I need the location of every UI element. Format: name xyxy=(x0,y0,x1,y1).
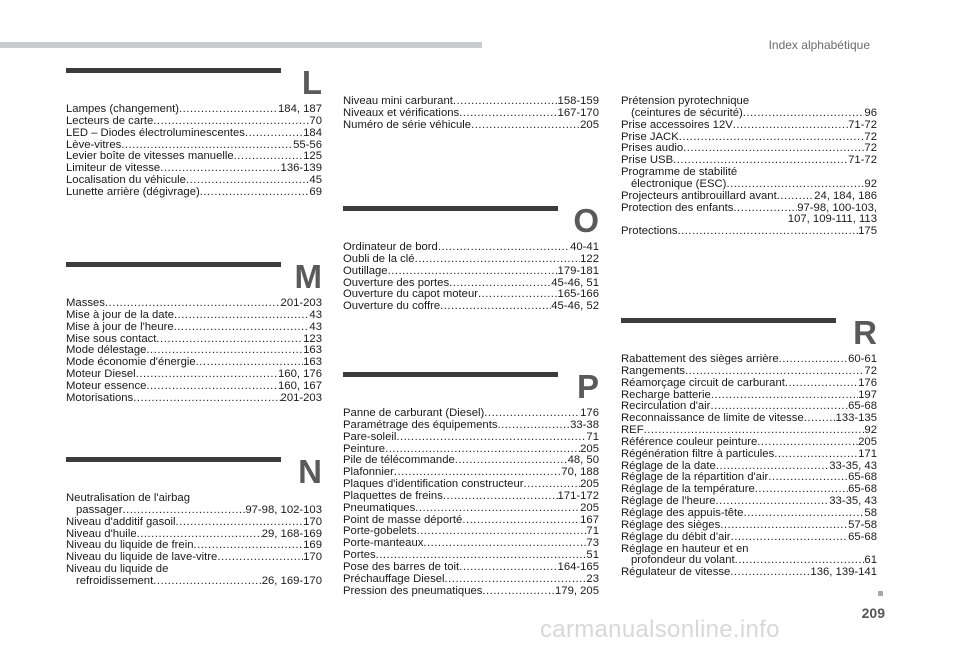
entry-pages: 96 xyxy=(864,106,877,119)
entry-pages: 72 xyxy=(864,364,877,377)
entry-term: Mise sous contact xyxy=(66,332,157,345)
entry-pages: 45-46, 51 xyxy=(551,276,599,289)
index-entry xyxy=(343,586,599,598)
entry-term: Rangements xyxy=(621,364,686,377)
entry-list xyxy=(343,96,599,132)
entry-term: LED – Diodes électroluminescentes xyxy=(66,126,245,139)
dot-leader xyxy=(176,517,304,529)
entry-term: Prise JACK xyxy=(621,130,679,143)
dot-leader xyxy=(423,538,586,550)
entry-pages: 164-165 xyxy=(557,560,599,573)
entry-pages: 26, 169-170 xyxy=(261,574,322,587)
entry-pages: 58 xyxy=(864,506,877,519)
entry-term: Ouverture du capot moteur xyxy=(343,288,479,301)
entry-pages: 65-68 xyxy=(848,530,877,543)
section-letter: R xyxy=(853,314,877,351)
dot-leader xyxy=(462,515,580,527)
entry-pages: 160, 176 xyxy=(278,368,322,381)
dot-leader xyxy=(730,567,810,579)
index-entry xyxy=(621,437,877,449)
entry-term: profondeur du volant xyxy=(631,554,735,567)
index-entry xyxy=(621,449,877,461)
entry-term: Rabattement des sièges arrière xyxy=(621,353,779,365)
entry-pages: 43 xyxy=(309,308,322,321)
entry-term: refroidissement xyxy=(76,574,154,587)
entry-pages: 205 xyxy=(858,435,877,448)
entry-pages: 133-135 xyxy=(835,412,877,425)
section-bar xyxy=(66,457,281,462)
entry-pages: 29, 168-169 xyxy=(261,527,322,540)
entry-term: Régénération filtre à particules xyxy=(621,447,775,460)
index-entry xyxy=(66,310,322,322)
entry-pages: 97-98, 100-103, xyxy=(797,201,877,214)
entry-pages: 33-38 xyxy=(570,418,599,431)
entry-pages: 175 xyxy=(858,225,877,238)
entry-pages: 167 xyxy=(580,513,599,526)
entry-term: Pneumatiques xyxy=(343,501,416,514)
dot-leader xyxy=(217,552,303,564)
index-entry xyxy=(343,420,599,432)
entry-pages: 70, 188 xyxy=(561,466,599,479)
entry-pages: 205 xyxy=(580,501,599,514)
entry-pages: 136-139 xyxy=(280,162,322,175)
entry-term: Ordinateur de bord xyxy=(343,241,438,253)
entry-pages: 72 xyxy=(864,130,877,143)
entry-pages: 205 xyxy=(580,478,599,491)
entry-term: Recirculation d'air xyxy=(621,400,711,413)
entry-pages: 71 xyxy=(586,430,599,443)
entry-term: Masses xyxy=(66,297,105,309)
dot-leader xyxy=(720,520,848,532)
dot-leader xyxy=(200,187,310,199)
dot-leader xyxy=(388,266,558,278)
index-entry xyxy=(343,254,599,266)
entry-term: Recharge batterie xyxy=(621,388,711,401)
entry-pages: 176 xyxy=(580,407,599,419)
entry-term: Niveau mini carburant xyxy=(343,95,453,107)
dot-leader xyxy=(440,301,551,313)
entry-pages: 33-35, 43 xyxy=(829,459,877,472)
entry-term: Réglage de l'heure xyxy=(621,495,716,508)
entry-term: Prises audio xyxy=(621,142,684,155)
entry-term: Réglage en hauteur et en xyxy=(621,542,749,555)
dot-leader xyxy=(683,143,864,155)
entry-term: REF xyxy=(621,424,644,437)
entry-pages: 184, 187 xyxy=(278,103,322,115)
dot-leader xyxy=(156,334,303,346)
entry-pages: 70 xyxy=(309,114,322,127)
dot-leader xyxy=(484,408,580,420)
dot-leader xyxy=(133,393,280,405)
entry-pages: 61 xyxy=(864,554,877,567)
index-entry xyxy=(66,128,322,140)
entry-term: Mode économie d'énergie xyxy=(66,356,196,369)
entry-term: Prétension pyrotechnique xyxy=(621,95,750,107)
entry-list xyxy=(66,493,322,588)
dot-leader xyxy=(459,562,557,574)
entry-term: Réglage des appuis-tête xyxy=(621,506,744,519)
entry-term: Plaques d'identification constructeur xyxy=(343,478,524,491)
section-bar xyxy=(343,206,558,211)
index-entry xyxy=(343,574,599,586)
entry-pages: 71-72 xyxy=(848,154,877,167)
dot-leader xyxy=(685,366,864,378)
entry-term: Motorisations xyxy=(66,391,134,404)
entry-pages: 171 xyxy=(858,447,877,460)
entry-pages: 179, 205 xyxy=(555,584,599,597)
dot-leader xyxy=(438,242,570,254)
section-bar xyxy=(343,372,558,377)
entry-pages: 73 xyxy=(586,537,599,550)
section-L xyxy=(66,64,322,199)
entry-pages: 176 xyxy=(858,376,877,389)
dot-leader xyxy=(174,310,309,322)
entry-term: Réglage de la répartition d'air xyxy=(621,471,769,484)
entry-pages: 205 xyxy=(580,118,599,131)
index-entry xyxy=(621,567,877,579)
entry-pages: 45 xyxy=(309,174,322,187)
index-entry xyxy=(621,413,877,425)
page-marker xyxy=(878,591,883,596)
entry-pages: 71-72 xyxy=(848,118,877,131)
dot-leader xyxy=(153,116,309,128)
index-entry xyxy=(343,266,599,278)
dot-leader xyxy=(777,191,814,203)
dot-leader xyxy=(174,322,310,334)
entry-term: Neutralisation de l'airbag xyxy=(66,492,190,504)
entry-term: Niveaux et vérifications xyxy=(343,106,460,119)
footer-watermark: carmanualsonline.info xyxy=(540,616,780,643)
dot-leader xyxy=(804,413,836,425)
entry-term: Niveau d'additif gasoil xyxy=(66,515,176,528)
entry-pages: 72 xyxy=(864,142,877,155)
entry-term: Lève-vitres xyxy=(66,138,122,151)
entry-term: Porte-gobelets xyxy=(343,525,417,538)
dot-leader xyxy=(122,505,245,517)
dot-leader xyxy=(396,432,586,444)
index-entry xyxy=(621,120,877,132)
entry-pages: 165-166 xyxy=(557,288,599,301)
entry-term: Pare-soleil xyxy=(343,430,397,443)
entry-term: Mode délestage xyxy=(66,344,147,357)
index-entry xyxy=(66,393,322,405)
top-decorative-bar xyxy=(0,42,482,48)
index-entry xyxy=(66,116,322,128)
entry-list xyxy=(66,298,322,405)
entry-term: Projecteurs antibrouillard avant xyxy=(621,189,777,202)
dot-leader xyxy=(482,586,555,598)
entry-term: Régulateur de vitesse xyxy=(621,566,731,579)
index-entry xyxy=(621,520,877,532)
entry-pages: 69 xyxy=(309,185,322,198)
entry-pages: 163 xyxy=(303,356,322,369)
entry-term: Reconnaissance de limite de vitesse xyxy=(621,412,804,425)
dot-leader xyxy=(415,503,580,515)
entry-list xyxy=(621,96,877,238)
entry-term: Plafonnier xyxy=(343,466,394,479)
dot-leader xyxy=(478,289,558,301)
dot-leader xyxy=(757,437,858,449)
entry-term: Numéro de série véhicule xyxy=(343,118,472,131)
index-entry xyxy=(621,378,877,390)
dot-leader xyxy=(453,96,558,108)
entry-pages: 179-181 xyxy=(557,264,599,277)
entry-pages: 170 xyxy=(303,551,322,564)
entry-term: Plaquettes de freins xyxy=(343,489,443,502)
entry-term: Porte-manteaux xyxy=(343,537,424,550)
dot-leader xyxy=(416,526,586,538)
entry-term: Niveau d'huile xyxy=(66,527,137,540)
entry-pages: 97-98, 102-103 xyxy=(245,503,322,516)
dot-leader xyxy=(186,175,309,187)
dot-leader xyxy=(445,574,587,586)
entry-term: Niveau du liquide de frein xyxy=(66,539,194,552)
entry-pages: 33-35, 43 xyxy=(829,495,877,508)
index-entry xyxy=(343,491,599,503)
entry-list xyxy=(621,354,877,579)
entry-pages: 158-159 xyxy=(557,95,599,107)
entry-term: Mise à jour de l'heure xyxy=(66,320,174,333)
section-letter: N xyxy=(298,453,322,490)
entry-pages: 167-170 xyxy=(557,106,599,119)
entry-list xyxy=(343,242,599,313)
entry-pages: 48, 50 xyxy=(567,454,599,467)
index-entry xyxy=(66,381,322,393)
entry-list xyxy=(66,104,322,199)
index-entry xyxy=(343,503,599,515)
entry-term: Oubli de la clé xyxy=(343,252,415,265)
section-letter: L xyxy=(301,64,322,101)
page-header: Index alphabétique xyxy=(768,38,870,52)
index-entry xyxy=(621,191,877,203)
index-entry xyxy=(621,366,877,378)
section-N xyxy=(66,453,322,588)
entry-pages: 55-56 xyxy=(293,138,322,151)
dot-leader xyxy=(743,508,864,520)
dot-leader xyxy=(459,108,557,120)
section-R xyxy=(621,314,877,579)
entry-pages: 171-172 xyxy=(557,489,599,502)
index-entry xyxy=(343,432,599,444)
dot-leader xyxy=(743,108,865,120)
entry-term: Niveau du liquide de xyxy=(66,563,169,576)
entry-pages: 169 xyxy=(303,539,322,552)
entry-pages: 201-203 xyxy=(280,297,322,309)
entry-term: Réamorçage circuit de carburant xyxy=(621,376,785,389)
entry-pages: 60-61 xyxy=(848,353,877,365)
entry-term: Protection des enfants xyxy=(621,201,734,214)
entry-pages: 65-68 xyxy=(848,483,877,496)
page-number: 209 xyxy=(861,605,885,621)
entry-term: Réglage du débit d'air xyxy=(621,530,731,543)
dot-leader xyxy=(153,576,261,588)
index-entry xyxy=(621,108,877,120)
index-entry xyxy=(343,538,599,550)
entry-pages: 45-46, 52 xyxy=(551,300,599,313)
entry-term: Limiteur de vitesse xyxy=(66,162,161,175)
entry-term: Pile de télécommande xyxy=(343,454,455,467)
entry-term: Lunette arrière (dégivrage) xyxy=(66,185,200,198)
entry-pages: 122 xyxy=(580,252,599,265)
entry-term: (ceintures de sécurité) xyxy=(631,106,743,119)
entry-pages: 136, 139-141 xyxy=(810,566,877,579)
index-entry xyxy=(66,322,322,334)
index-entry xyxy=(66,576,322,588)
section-M xyxy=(66,258,322,405)
entry-term: Portes xyxy=(343,549,376,562)
entry-pages: 51 xyxy=(586,549,599,562)
index-entry xyxy=(343,301,599,313)
section-bar xyxy=(66,68,281,73)
section-letter: P xyxy=(576,368,599,405)
entry-term: Localisation du véhicule xyxy=(66,174,186,187)
entry-term: passager xyxy=(76,503,123,516)
index-entry xyxy=(621,226,877,238)
section-bar xyxy=(66,262,281,267)
dot-leader xyxy=(785,378,858,390)
entry-term: Préchauffage Diesel xyxy=(343,572,445,585)
entry-pages: 92 xyxy=(864,177,877,190)
entry-term: Protections xyxy=(621,225,678,238)
dot-leader xyxy=(415,254,581,266)
entry-pages: 123 xyxy=(303,332,322,345)
entry-term: Paramétrage des équipements xyxy=(343,418,498,431)
dot-leader xyxy=(711,390,858,402)
entry-pages: 205 xyxy=(580,442,599,455)
dot-leader xyxy=(679,132,865,144)
section-letter: O xyxy=(573,202,599,239)
entry-term: Réglage de la date xyxy=(621,459,716,472)
entry-pages: 65-68 xyxy=(848,400,877,413)
entry-term: électronique (ESC) xyxy=(631,177,727,190)
entry-term: Moteur Diesel xyxy=(66,368,136,381)
entry-term: Lecteurs de carte xyxy=(66,114,154,127)
entry-pages: 92 xyxy=(864,424,877,437)
dot-leader xyxy=(443,491,558,503)
index-entry xyxy=(66,187,322,199)
entry-list xyxy=(343,408,599,598)
entry-pages: 40-41 xyxy=(570,241,599,253)
entry-pages: 24, 184, 186 xyxy=(814,189,877,202)
entry-term: Levier boîte de vitesses manuelle xyxy=(66,150,234,163)
section-bar xyxy=(621,318,836,323)
dot-leader xyxy=(146,381,278,393)
entry-pages: 201-203 xyxy=(280,391,322,404)
dot-leader xyxy=(455,455,568,467)
dot-leader xyxy=(774,449,858,461)
entry-pages: 163 xyxy=(303,344,322,357)
dot-leader xyxy=(733,120,848,132)
entry-term: Réglage de la température xyxy=(621,483,755,496)
dot-leader xyxy=(179,104,278,116)
entry-term: Outillage xyxy=(343,264,388,277)
index-entry xyxy=(343,108,599,120)
entry-term: Ouverture des portes xyxy=(343,276,450,289)
section-P xyxy=(343,368,599,598)
section-letter: M xyxy=(294,258,322,295)
dot-leader xyxy=(136,369,278,381)
entry-term: Ouverture du coffre xyxy=(343,300,441,313)
dot-leader xyxy=(726,179,864,191)
entry-pages: 170 xyxy=(303,515,322,528)
entry-term: Référence couleur peinture xyxy=(621,435,758,448)
dot-leader xyxy=(471,120,580,132)
index-entry xyxy=(621,179,877,191)
section-O xyxy=(343,202,599,313)
entry-term: Pose des barres de toit xyxy=(343,560,460,573)
entry-term: Prise USB xyxy=(621,154,674,167)
entry-term: Niveau du liquide de lave-vitre xyxy=(66,551,218,564)
entry-pages: 184 xyxy=(303,126,322,139)
entry-pages: 160, 167 xyxy=(278,379,322,392)
entry-term: Réglage des sièges xyxy=(621,518,721,531)
section-N-continued xyxy=(343,96,599,132)
entry-term: Lampes (changement) xyxy=(66,103,180,115)
entry-pages: 43 xyxy=(309,320,322,333)
entry-term: Peinture xyxy=(343,442,386,455)
entry-pages: 23 xyxy=(586,572,599,585)
dot-leader xyxy=(779,354,848,366)
entry-pages: 65-68 xyxy=(848,471,877,484)
entry-term: Pression des pneumatiques xyxy=(343,584,483,597)
index-entry xyxy=(343,120,599,132)
entry-term: Mise à jour de la date xyxy=(66,308,175,321)
entry-pages: 57-58 xyxy=(848,518,877,531)
dot-leader xyxy=(497,420,570,432)
dot-leader xyxy=(678,226,859,238)
dot-leader xyxy=(245,128,303,140)
dot-leader xyxy=(768,472,848,484)
entry-term: 107, 109-111, 113 xyxy=(787,213,877,226)
entry-pages: 71 xyxy=(586,525,599,538)
entry-term: Prise accessoires 12V xyxy=(621,118,733,131)
entry-pages: 197 xyxy=(858,388,877,401)
entry-term: Panne de carburant (Diesel) xyxy=(343,407,485,419)
entry-pages: 125 xyxy=(303,150,322,163)
section-P-continued xyxy=(621,96,877,238)
index-entry xyxy=(66,505,322,517)
entry-term: Moteur essence xyxy=(66,379,147,392)
entry-term: Programme de stabilité xyxy=(621,166,738,179)
index-entry xyxy=(66,517,322,529)
entry-term: Point de masse déporté xyxy=(343,513,463,526)
